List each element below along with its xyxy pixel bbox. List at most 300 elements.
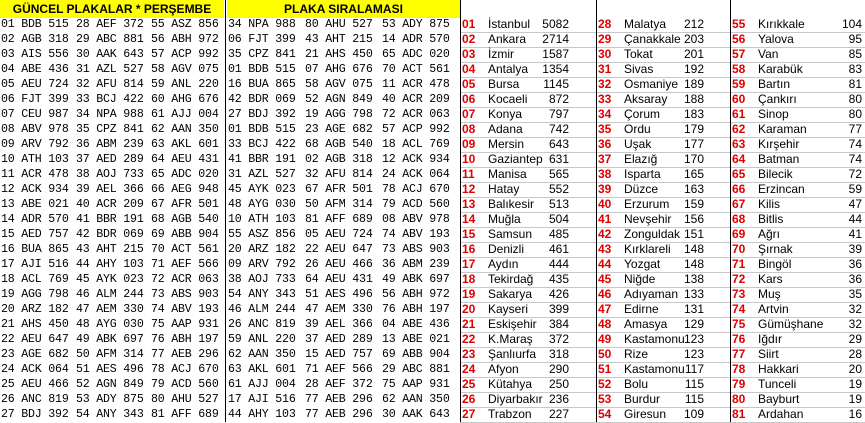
- plate-entry: 72 ACR 063: [151, 273, 219, 286]
- city-code: 17: [462, 257, 476, 271]
- city-count: 485: [548, 227, 569, 241]
- plate-entry: 70 ACT 561: [151, 243, 219, 256]
- city-count: 123: [683, 347, 704, 361]
- city-name: Mersin: [488, 137, 525, 151]
- plate-entry: 69 ABB 904: [382, 348, 450, 361]
- city-count: 2714: [542, 32, 569, 46]
- city-count: 19: [848, 392, 862, 406]
- city-count: 504: [548, 212, 569, 226]
- city-code: 80: [732, 392, 746, 406]
- city-name: Erzurum: [624, 197, 670, 211]
- city-name: Muğla: [488, 212, 521, 226]
- city-count: 203: [683, 32, 704, 46]
- city-count: 123: [683, 332, 704, 346]
- city-code: 47: [598, 302, 612, 316]
- city-code: 07: [462, 107, 476, 121]
- city-code: 71: [732, 257, 746, 271]
- city-code: 62: [732, 122, 746, 136]
- plate-entry: 05 AEU 724: [305, 228, 373, 241]
- city-code: 65: [732, 167, 746, 181]
- city-code: 01: [462, 17, 476, 31]
- city-count: 129: [683, 317, 704, 331]
- city-name: Kırıkkale: [758, 17, 805, 31]
- table-row: [0, 92, 865, 107]
- city-count: 41: [848, 227, 862, 241]
- table-row: [0, 317, 865, 332]
- city-code: 59: [732, 77, 746, 91]
- plate-entry: 29 ABC 881: [76, 33, 144, 46]
- table-row: [0, 407, 865, 422]
- plate-entry: 68 AGB 540: [305, 138, 373, 151]
- city-count: 20: [848, 362, 862, 376]
- city-count: 148: [683, 257, 704, 271]
- city-code: 60: [732, 92, 746, 106]
- city-count: 565: [548, 167, 569, 181]
- plate-entry: 77 AEB 296: [305, 408, 373, 421]
- city-code: 51: [598, 362, 612, 376]
- city-count: 192: [683, 62, 704, 76]
- plate-entry: 02 AGB 318: [1, 33, 69, 46]
- city-code: 21: [462, 317, 476, 331]
- city-name: Karabük: [758, 62, 803, 76]
- plate-entry: 55 ASZ 856: [228, 228, 296, 241]
- city-code: 40: [598, 197, 612, 211]
- plate-entry: 51 AES 496: [305, 288, 373, 301]
- city-code: 73: [732, 287, 746, 301]
- plate-entry: 55 ASZ 856: [151, 18, 219, 31]
- city-code: 35: [598, 122, 612, 136]
- plate-entry: 13 ABE 021: [1, 198, 69, 211]
- city-count: 74: [848, 152, 862, 166]
- plate-entry: 45 AYK 023: [76, 273, 144, 286]
- plate-entry: 07 AHG 676: [305, 63, 373, 76]
- city-name: Çanakkale: [624, 32, 681, 46]
- city-count: 109: [683, 407, 704, 421]
- city-name: Kırşehir: [758, 137, 800, 151]
- plate-entry: 27 BDJ 392: [1, 408, 69, 421]
- city-count: 250: [548, 377, 569, 391]
- city-code: 45: [598, 272, 612, 286]
- city-code: 75: [732, 317, 746, 331]
- plate-entry: 01 BDB 515: [228, 63, 296, 76]
- plate-entry: 44 AHY 103: [228, 408, 296, 421]
- plate-entry: 75 AAP 931: [151, 318, 219, 331]
- city-count: 32: [848, 317, 862, 331]
- city-name: Tunceli: [758, 377, 797, 391]
- city-code: 58: [732, 62, 746, 76]
- plate-entry: 14 ADR 570: [382, 33, 450, 46]
- plate-entry: 42 BDR 069: [76, 228, 144, 241]
- plate-entry: 17 AJI 516: [1, 258, 69, 271]
- plate-entry: 01 BDB 515: [1, 18, 69, 31]
- city-count: 188: [683, 92, 704, 106]
- plate-entry: 64 AEU 431: [151, 153, 219, 166]
- city-code: 52: [598, 377, 612, 391]
- plate-entry: 54 ANY 343: [228, 288, 296, 301]
- city-count: 16: [848, 407, 862, 421]
- city-name: İstanbul: [488, 17, 531, 31]
- plate-entry: 24 ACK 064: [382, 168, 450, 181]
- city-count: 372: [548, 332, 569, 346]
- city-count: 318: [548, 347, 569, 361]
- column-divider-4: [730, 0, 731, 422]
- plate-entry: 20 ARZ 182: [228, 243, 296, 256]
- city-code: 41: [598, 212, 612, 226]
- plate-entry: 48 AYG 030: [76, 318, 144, 331]
- plate-entry: 46 ALM 244: [76, 288, 144, 301]
- city-code: 13: [462, 197, 476, 211]
- city-code: 25: [462, 377, 476, 391]
- table-row: [0, 347, 865, 362]
- city-count: 290: [548, 362, 569, 376]
- city-name: Edirne: [624, 302, 659, 316]
- plate-entry: 24 ACK 064: [1, 363, 69, 376]
- plate-entry: 36 ABM 239: [76, 138, 144, 151]
- plate-entry: 28 AEF 372: [76, 18, 144, 31]
- plate-entry: 35 CPZ 841: [228, 48, 296, 61]
- city-code: 68: [732, 212, 746, 226]
- plate-entry: 61 AJJ 004: [151, 108, 219, 121]
- plate-entry: 23 AGE 682: [1, 348, 69, 361]
- city-count: 77: [848, 122, 862, 136]
- city-count: 72: [848, 167, 862, 181]
- city-code: 67: [732, 197, 746, 211]
- plate-entry: 07 CEU 987: [1, 108, 69, 121]
- city-code: 31: [598, 62, 612, 76]
- city-count: 159: [683, 197, 704, 211]
- table-row: [0, 377, 865, 392]
- city-name: Ordu: [624, 122, 651, 136]
- city-name: Nevşehir: [624, 212, 672, 226]
- plate-entry: 28 AEF 372: [305, 378, 373, 391]
- table-row: [0, 32, 865, 47]
- city-count: 5082: [542, 17, 569, 31]
- plate-entry: 80 AHU 527: [305, 18, 373, 31]
- plate-entry: 10 ATH 103: [1, 153, 69, 166]
- plate-entry: 53 ADY 875: [382, 18, 450, 31]
- plate-entry: 49 ABK 697: [76, 333, 144, 346]
- city-name: Şırnak: [758, 242, 793, 256]
- city-count: 151: [683, 227, 704, 241]
- plate-entry: 39 AEL 366: [76, 183, 144, 196]
- city-name: Düzce: [624, 182, 659, 196]
- plate-entry: 05 AEU 724: [1, 78, 69, 91]
- city-name: Bilecik: [758, 167, 793, 181]
- city-count: 36: [848, 272, 862, 286]
- city-count: 236: [548, 392, 569, 406]
- city-count: 32: [848, 302, 862, 316]
- plate-entry: 34 NPA 988: [228, 18, 296, 31]
- city-count: 384: [548, 317, 569, 331]
- plate-entry: 65 ADC 020: [151, 168, 219, 181]
- city-code: 56: [732, 32, 746, 46]
- table-row: [0, 167, 865, 182]
- plate-entry: 78 ACJ 670: [151, 363, 219, 376]
- table-row: [0, 17, 865, 32]
- city-count: 552: [548, 182, 569, 196]
- city-name: Adana: [488, 122, 523, 136]
- city-code: 05: [462, 77, 476, 91]
- plate-entry: 54 ANY 343: [76, 408, 144, 421]
- plate-entry: 27 BDJ 392: [228, 108, 296, 121]
- plate-entry: 30 AAK 643: [382, 408, 450, 421]
- city-code: 78: [732, 362, 746, 376]
- plate-entry: 21 AHS 450: [305, 48, 373, 61]
- city-code: 50: [598, 347, 612, 361]
- plate-entry: 17 AJI 516: [228, 393, 296, 406]
- city-code: 69: [732, 227, 746, 241]
- city-name: Aydın: [488, 257, 519, 271]
- plate-entry: 76 ABH 197: [151, 333, 219, 346]
- city-name: Hatay: [488, 182, 520, 196]
- city-code: 29: [598, 32, 612, 46]
- city-name: Diyarbakır: [488, 392, 543, 406]
- city-count: 444: [548, 257, 569, 271]
- plate-entry: 76 ABH 197: [382, 303, 450, 316]
- plate-entry: 44 AHY 103: [76, 258, 144, 271]
- plate-entry: 18 ACL 769: [382, 138, 450, 151]
- plate-entry: 74 ABV 193: [151, 303, 219, 316]
- city-name: Gaziantep: [488, 152, 543, 166]
- city-count: 44: [848, 212, 862, 226]
- plate-entry: 67 AFR 501: [305, 183, 373, 196]
- plate-entry: 21 AHS 450: [1, 318, 69, 331]
- city-name: Eskişehir: [488, 317, 537, 331]
- city-count: 399: [548, 302, 569, 316]
- plate-entry: 73 ABS 903: [151, 288, 219, 301]
- city-code: 23: [462, 347, 476, 361]
- plate-entry: 31 AZL 527: [228, 168, 296, 181]
- plate-entry: 59 ANL 220: [228, 333, 296, 346]
- city-name: Isparta: [624, 167, 661, 181]
- city-code: 37: [598, 152, 612, 166]
- city-count: 872: [548, 92, 569, 106]
- table-row: [0, 152, 865, 167]
- city-name: Osmaniye: [624, 77, 679, 91]
- city-name: Konya: [488, 107, 523, 121]
- city-code: 36: [598, 137, 612, 151]
- city-count: 165: [683, 167, 704, 181]
- city-name: Bolu: [624, 377, 649, 391]
- city-code: 33: [598, 92, 612, 106]
- plate-entry: 12 ACK 934: [382, 153, 450, 166]
- header-current-plates: GÜNCEL PLAKALAR * PERŞEMBE: [0, 0, 224, 18]
- city-name: Sinop: [758, 107, 789, 121]
- city-name: Bitlis: [758, 212, 784, 226]
- city-count: 74: [848, 137, 862, 151]
- table-row: [0, 302, 865, 317]
- city-count: 59: [848, 182, 862, 196]
- city-code: 27: [462, 407, 476, 421]
- city-count: 80: [848, 92, 862, 106]
- plate-entry: 68 AGB 540: [151, 213, 219, 226]
- plate-entry: 60 AHG 676: [151, 93, 219, 106]
- city-name: Erzincan: [758, 182, 805, 196]
- city-code: 66: [732, 182, 746, 196]
- city-name: Antalya: [488, 62, 529, 76]
- plate-entry: 35 CPZ 841: [76, 123, 144, 136]
- plate-entry: 06 FJT 399: [1, 93, 69, 106]
- city-count: 631: [548, 152, 569, 166]
- table-row: [0, 332, 865, 347]
- city-count: 85: [848, 47, 862, 61]
- plate-entry: 16 BUA 865: [1, 243, 69, 256]
- plate-entry: 14 ADR 570: [1, 213, 69, 226]
- table-row: [0, 212, 865, 227]
- city-name: Niğde: [624, 272, 656, 286]
- city-count: 461: [548, 242, 569, 256]
- plate-entry: 62 AAN 350: [151, 123, 219, 136]
- city-count: 39: [848, 242, 862, 256]
- city-name: Kastamonu: [624, 362, 685, 376]
- plate-entry: 74 ABV 193: [382, 228, 450, 241]
- city-count: 212: [683, 17, 704, 31]
- plate-entry: 61 AJJ 004: [228, 378, 296, 391]
- city-name: Bingöl: [758, 257, 792, 271]
- city-name: Bursa: [488, 77, 520, 91]
- plate-entry: 13 ABE 021: [382, 333, 450, 346]
- table-row: [0, 197, 865, 212]
- city-name: Kayseri: [488, 302, 529, 316]
- plate-entry: 57 ACP 992: [151, 48, 219, 61]
- city-count: 1354: [542, 62, 569, 76]
- city-code: 06: [462, 92, 476, 106]
- city-code: 08: [462, 122, 476, 136]
- plate-entry: 32 AFU 814: [305, 168, 373, 181]
- city-code: 14: [462, 212, 476, 226]
- plate-entry: 45 AYK 023: [228, 183, 296, 196]
- city-code: 19: [462, 287, 476, 301]
- plate-entry: 36 ABM 239: [382, 258, 450, 271]
- city-code: 54: [598, 407, 612, 421]
- plate-entry: 56 ABH 972: [151, 33, 219, 46]
- table-row: [0, 362, 865, 377]
- city-name: Bayburt: [758, 392, 800, 406]
- city-name: Sivas: [624, 62, 654, 76]
- plate-entry: 09 ARV 792: [1, 138, 69, 151]
- city-name: Zonguldak: [624, 227, 681, 241]
- plate-entry: 43 AHT 215: [305, 33, 373, 46]
- city-count: 435: [548, 272, 569, 286]
- table-row: [0, 272, 865, 287]
- table-row: [0, 287, 865, 302]
- plate-entry: 26 ANC 819: [228, 318, 296, 331]
- plate-entry: 66 AEG 948: [151, 183, 219, 196]
- city-name: Burdur: [624, 392, 661, 406]
- plate-entry: 04 ABE 436: [1, 63, 69, 76]
- city-code: 55: [732, 17, 746, 31]
- city-code: 63: [732, 137, 746, 151]
- city-code: 38: [598, 167, 612, 181]
- city-name: Kilis: [758, 197, 781, 211]
- plate-entry: 47 AEM 330: [76, 303, 144, 316]
- city-count: 115: [684, 392, 704, 406]
- city-count: 179: [683, 122, 704, 136]
- city-count: 643: [548, 137, 569, 151]
- plate-entry: 58 AGV 075: [305, 78, 373, 91]
- table-row: [0, 392, 865, 407]
- city-code: 48: [598, 317, 612, 331]
- plate-entry: 26 ANC 819: [1, 393, 69, 406]
- header-plate-ranking: PLAKA SIRALAMASI: [227, 0, 460, 18]
- plate-entry: 50 AFM 314: [76, 348, 144, 361]
- table-row: [0, 257, 865, 272]
- table-row: [0, 107, 865, 122]
- plate-entry: 22 AEU 647: [1, 333, 69, 346]
- city-name: Iğdır: [758, 332, 783, 346]
- city-count: 163: [683, 182, 704, 196]
- city-name: Tokat: [624, 47, 653, 61]
- plate-entry: 62 AAN 350: [228, 348, 296, 361]
- city-code: 34: [598, 107, 612, 121]
- city-code: 22: [462, 332, 476, 346]
- column-divider-1: [225, 0, 226, 422]
- plate-entry: 08 ABV 978: [382, 213, 450, 226]
- city-code: 39: [598, 182, 612, 196]
- plate-entry: 19 AGG 798: [1, 288, 69, 301]
- plate-entry: 67 AFR 501: [151, 198, 219, 211]
- city-code: 53: [598, 392, 612, 406]
- city-count: 742: [548, 122, 569, 136]
- city-count: 138: [683, 272, 704, 286]
- plate-entry: 33 BCJ 422: [76, 93, 144, 106]
- city-name: Yozgat: [624, 257, 661, 271]
- city-name: Çorum: [624, 107, 661, 121]
- column-divider-2: [460, 0, 461, 422]
- city-code: 03: [462, 47, 476, 61]
- city-name: Gümüşhane: [758, 317, 824, 331]
- plate-entry: 40 ACR 209: [382, 93, 450, 106]
- city-name: Kütahya: [488, 377, 533, 391]
- plate-entry: 78 ACJ 670: [382, 183, 450, 196]
- city-count: 797: [548, 107, 569, 121]
- city-name: Karaman: [758, 122, 807, 136]
- plate-entry: 34 NPA 988: [76, 108, 144, 121]
- plate-entry: 57 ACP 992: [382, 123, 450, 136]
- plate-entry: 15 AED 757: [305, 348, 373, 361]
- city-name: Adıyaman: [624, 287, 679, 301]
- city-count: 170: [683, 152, 704, 166]
- plate-entry: 18 ACL 769: [1, 273, 69, 286]
- plate-entry: 12 ACK 934: [1, 183, 69, 196]
- city-code: 12: [462, 182, 476, 196]
- plate-entry: 56 ABH 972: [382, 288, 450, 301]
- city-code: 79: [732, 377, 746, 391]
- plate-entry: 22 AEU 647: [305, 243, 373, 256]
- city-code: 16: [462, 242, 476, 256]
- city-count: 1145: [543, 77, 569, 91]
- plate-entry: 37 AED 289: [76, 153, 144, 166]
- city-name: Ağrı: [758, 227, 781, 241]
- table-row: [0, 47, 865, 62]
- city-code: 30: [598, 47, 612, 61]
- plate-entry: 02 AGB 318: [305, 153, 373, 166]
- plate-entry: 20 ARZ 182: [1, 303, 69, 316]
- table-row: [0, 62, 865, 77]
- plate-entry: 37 AED 289: [305, 333, 373, 346]
- city-count: 177: [683, 137, 704, 151]
- plate-entry: 71 AEF 566: [151, 258, 219, 271]
- plate-entry: 41 BBR 191: [228, 153, 296, 166]
- city-name: Kocaeli: [488, 92, 528, 106]
- city-code: 04: [462, 62, 476, 76]
- plate-entry: 79 ACD 560: [382, 198, 450, 211]
- city-code: 81: [732, 407, 746, 421]
- city-count: 83: [848, 62, 862, 76]
- city-code: 18: [462, 272, 476, 286]
- plate-entry: 46 ALM 244: [228, 303, 296, 316]
- city-name: Sakarya: [488, 287, 533, 301]
